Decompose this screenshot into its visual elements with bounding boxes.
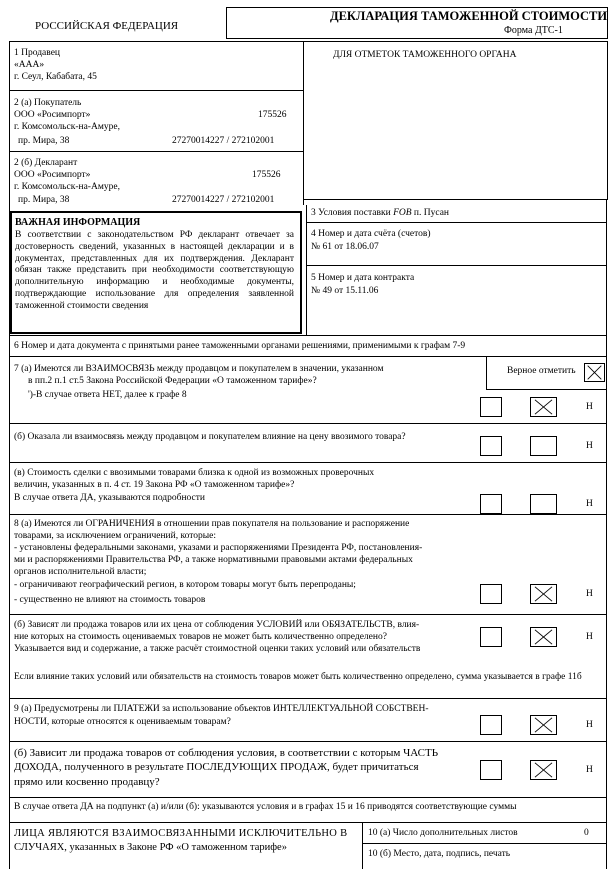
field7a-line3: ')-В случае ответа НЕТ, далее к графе 8 (28, 390, 187, 400)
field8a-n-label: Н (586, 589, 593, 599)
field8a-line6: - ограничивают географический регион, в котором товары могут быть перепроданы; (14, 580, 356, 590)
buyer-label: 2 (а) Покупатель (14, 98, 82, 108)
cross-icon (531, 398, 556, 416)
field7c-no-checkbox[interactable] (530, 494, 557, 514)
field9b-line2: ДОХОДА, полученного в результате ПОСЛЕДУЮЩИХ ПРОДАЖ, будет причитаться (14, 761, 419, 773)
correct-mark-example-checkbox[interactable] (584, 363, 605, 382)
field10a-label: 10 (а) Число дополнительных листов (368, 828, 518, 838)
important-text: В соответствии с законодательством РФ декларант отвечает за достоверность сведений, указанных в настоящей декларации и в документах, представленных для их подтверждения. Декларант обязан также представить при необходимости соответствующую дополнительную информацию и необходимые документы, подтверждающие использование для определения заявленной таможенной стоимости сведения (15, 230, 294, 311)
field9a-line2: НОСТИ, которые относятся к оцениваемым товарам? (14, 717, 231, 727)
seller-name: «ААА» (14, 60, 45, 70)
divider-3 (306, 222, 606, 223)
field8b-line2: ние которых на стоимость оцениваемых товаров не может быть количественно определено? (14, 632, 387, 642)
field9b-no-checkbox[interactable] (530, 760, 557, 780)
correct-mark-label: Верное отметить (507, 366, 576, 376)
cross-icon (531, 628, 556, 646)
field8b-yes-checkbox[interactable] (480, 627, 502, 647)
customs-marks-box (303, 41, 608, 200)
divider-7b (9, 462, 606, 463)
field8a-no-checkbox[interactable] (530, 584, 557, 604)
buyer-inn: 27270014227 / 272102001 (172, 136, 275, 146)
cross-icon (585, 364, 604, 381)
field8a-yes-checkbox[interactable] (480, 584, 502, 604)
field7c-line1: (в) Стоимость сделки с ввозимыми товарами близка к одной из возможных проверочных (14, 468, 375, 478)
divider-2 (9, 151, 303, 152)
declarant-inn: 27270014227 / 272102001 (172, 195, 275, 205)
field9b-line1: (б) Зависит ли продажа товаров от соблюдения условия, в соответствии с которым ЧАСТЬ (14, 747, 439, 759)
field9a-n-label: Н (586, 720, 593, 730)
buyer-street: пр. Мира, 38 (18, 136, 70, 146)
divider-8b (9, 698, 606, 699)
field3-term: FOB (393, 208, 412, 218)
field7a-yes-checkbox[interactable] (480, 397, 502, 417)
field5-value: № 49 от 15.11.06 (311, 286, 379, 296)
declarant-label: 2 (б) Декларант (14, 158, 78, 168)
seller-address: г. Сеул, Кабабата, 45 (14, 72, 97, 82)
field7a-line1: 7 (а) Имеются ли ВЗАИМОСВЯЗЬ между продавцом и покупателем в значении, указанном (14, 364, 384, 374)
declarant-name: ООО «Росимпорт» (14, 170, 91, 180)
divider-1 (9, 90, 303, 91)
field6-label: 6 Номер и дата документа с принятыми ранее таможенными органами решениями, применимыми к графам 7-9 (14, 341, 466, 351)
field7c-yes-checkbox[interactable] (480, 494, 502, 514)
field9b-yes-checkbox[interactable] (480, 760, 502, 780)
field7b-n-label: Н (586, 441, 593, 451)
field8b-note: Если влияние таких условий или обязательств на стоимость товаров может быть количественно определено, сумма указывается в графе 11б (14, 672, 582, 682)
divider-5 (9, 335, 606, 336)
buyer-postcode: 175526 (258, 110, 287, 120)
divider-7a (9, 423, 606, 424)
related-persons-line1: ЛИЦА ЯВЛЯЮТСЯ ВЗАИМОСВЯЗАННЫМИ ИСКЛЮЧИТЕЛЬНО В (14, 828, 348, 839)
field5-label: 5 Номер и дата контракта (311, 273, 415, 283)
field8a-line1: 8 (а) Имеются ли ОГРАНИЧЕНИЯ в отношении прав покупателя на пользование и распоряжение (14, 519, 410, 529)
field9a-no-checkbox[interactable] (530, 715, 557, 735)
important-title: ВАЖНАЯ ИНФОРМАЦИЯ (15, 217, 141, 228)
divider-4 (306, 265, 606, 266)
field3-place: п. Пусан (411, 208, 449, 218)
field9b-line3: прямо или косвенно продавцу? (14, 776, 160, 788)
field10a-value: 0 (584, 828, 589, 838)
field8b-no-checkbox[interactable] (530, 627, 557, 647)
field8a-line7: - существенно не влияют на стоимость товаров (14, 595, 206, 605)
customs-marks-label: ДЛЯ ОТМЕТОК ТАМОЖЕННОГО ОРГАНА (333, 50, 517, 60)
field9-note: В случае ответа ДА на подпункт (а) и/или (б): указываются условия и в графах 15 и 16 приводятся соответствующие суммы (14, 802, 517, 812)
field3-prefix: 3 Условия поставки (311, 208, 394, 218)
form-code: Форма ДТС-1 (504, 25, 563, 36)
field7a-n-label: Н (586, 402, 593, 412)
frame-left (9, 41, 10, 869)
field7b-no-checkbox[interactable] (530, 436, 557, 456)
field7c-line2: величин, указанных в п. 4 ст. 19 Закона РФ «О таможенном тарифе»? (14, 480, 295, 490)
footer-divider (362, 822, 363, 869)
field8a-line5: органов исполнительной власти; (14, 567, 147, 577)
field7b-yes-checkbox[interactable] (480, 436, 502, 456)
divider-10 (362, 843, 606, 844)
field3-delivery (311, 208, 449, 220)
buyer-name: ООО «Росимпорт» (14, 110, 91, 120)
divider-9b (9, 797, 606, 798)
field8b-line1: (б) Зависят ли продажа товаров или их цена от соблюдения УСЛОВИЙ или ОБЯЗАТЕЛЬСТВ, влия- (14, 620, 420, 630)
country-name: РОССИЙСКАЯ ФЕДЕРАЦИЯ (35, 20, 179, 32)
declarant-postcode: 175526 (252, 170, 281, 180)
declarant-city: г. Комсомольск-на-Амуре, (14, 182, 120, 192)
right-column-divider (306, 205, 307, 335)
divider-9a (9, 741, 606, 742)
seller-label: 1 Продавец (14, 48, 60, 58)
field10b-label: 10 (б) Место, дата, подпись, печать (368, 849, 511, 859)
field7b-text: (б) Оказала ли взаимосвязь между продавцом и покупателем влияние на цену ввозимого товара? (14, 432, 406, 442)
field8a-line4: ми и распоряжениями Правительства РФ, а также нормативными правовыми актами федеральных (14, 555, 413, 565)
field9b-n-label: Н (586, 765, 593, 775)
field7a-line2: в пп.2 п.1 ст.5 Закона Российской Федерации «О таможенном тарифе»? (28, 376, 317, 386)
field4-value: № 61 от 18.06.07 (311, 242, 379, 252)
field8a-line3: - установлены федеральными законами, указами и распоряжениями Президента РФ, постановления- (14, 543, 423, 553)
divider-7c (9, 514, 606, 515)
related-persons-line2: СЛУЧАЯХ, указанных в Законе РФ «О таможенном тарифе» (14, 842, 287, 853)
buyer-city: г. Комсомольск-на-Амуре, (14, 122, 120, 132)
field8a-line2: товарами, за исключением ограничений, которые: (14, 531, 216, 541)
field9a-yes-checkbox[interactable] (480, 715, 502, 735)
divider-9c (9, 822, 606, 823)
cross-icon (531, 761, 556, 779)
field7a-no-checkbox[interactable] (530, 397, 557, 417)
field9a-line1: 9 (а) Предусмотрены ли ПЛАТЕЖИ за использование объектов ИНТЕЛЛЕКТУАЛЬНОЙ СОБСТВЕН- (14, 704, 429, 714)
cross-icon (531, 716, 556, 734)
field4-label: 4 Номер и дата счёта (счетов) (311, 229, 431, 239)
field8b-line3: Указывается вид и содержание, а также расчёт стоимостной оценки таких условий или обязательств (14, 644, 421, 654)
field8b-n-label: Н (586, 632, 593, 642)
divider-8a (9, 614, 606, 615)
cross-icon (531, 585, 556, 603)
field7c-line3: В случае ответа ДА, указываются подробности (14, 493, 205, 503)
field7c-n-label: Н (586, 499, 593, 509)
form-title: ДЕКЛАРАЦИЯ ТАМОЖЕННОЙ СТОИМОСТИ (330, 9, 608, 23)
declarant-street: пр. Мира, 38 (18, 195, 70, 205)
